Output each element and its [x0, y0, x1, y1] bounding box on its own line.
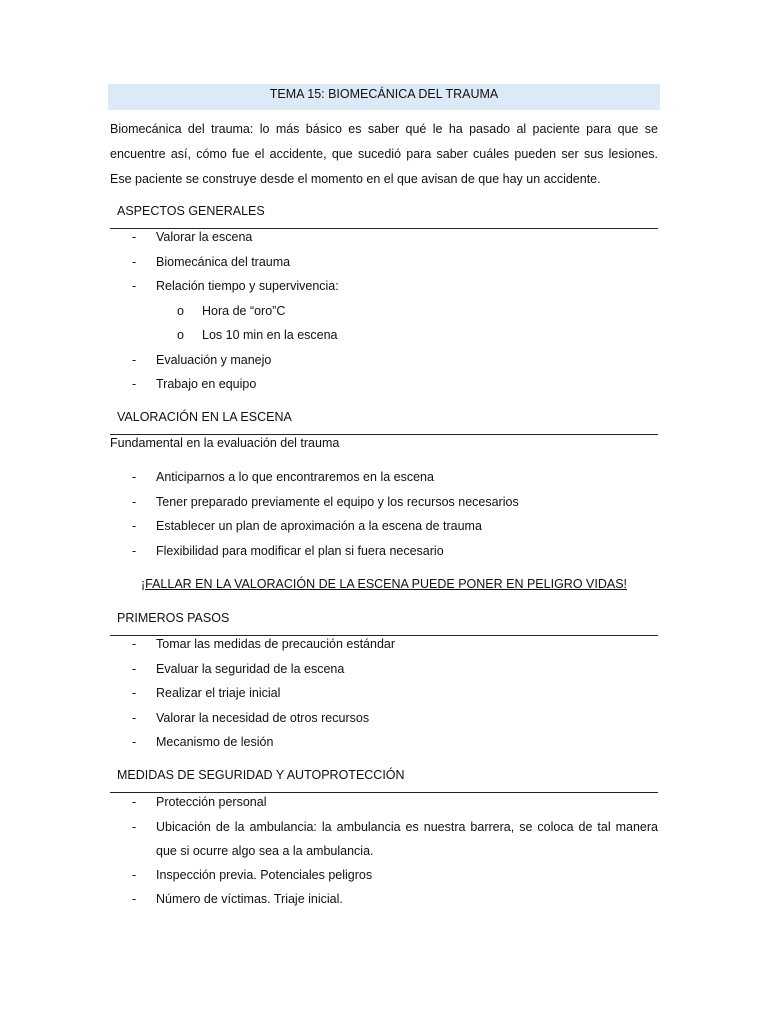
circle-bullet: o: [177, 303, 184, 318]
section-heading-primeros: PRIMEROS PASOS: [117, 611, 230, 625]
dash-bullet: -: [132, 819, 137, 834]
dash-bullet: -: [132, 710, 137, 725]
list-item: - Establecer un plan de aproximación a la escena de trauma: [110, 514, 658, 539]
list-aspectos: [110, 225, 658, 397]
list-item: - Protección personal: [110, 790, 658, 815]
dash-bullet: -: [132, 254, 137, 269]
dash-bullet: -: [132, 686, 137, 700]
warning-text: ¡FALLAR EN LA VALORACIÓN DE LA ESCENA PUEDE PONER EN PELIGRO VIDAS!: [140, 577, 628, 591]
dash-bullet: -: [132, 543, 137, 558]
list-item: - Valorar la necesidad de otros recursos: [110, 706, 658, 731]
dash-bullet: -: [132, 470, 137, 484]
dash-bullet: -: [132, 735, 137, 749]
dash-bullet: -: [132, 795, 137, 809]
section-heading-aspectos: ASPECTOS GENERALES: [117, 204, 265, 218]
dash-bullet: -: [132, 352, 137, 367]
dash-bullet: -: [132, 279, 137, 293]
dash-bullet: -: [132, 892, 137, 906]
dash-bullet: -: [132, 661, 137, 676]
sub-list-item: o Los 10 min en la escena: [110, 323, 658, 348]
list-item: - Inspección previa. Potenciales peligros: [110, 863, 658, 888]
section-heading-medidas: MEDIDAS DE SEGURIDAD Y AUTOPROTECCIÓN: [117, 768, 405, 782]
section-note: Fundamental en la evaluación del trauma: [110, 436, 340, 450]
dash-bullet: -: [132, 637, 137, 651]
circle-bullet: o: [177, 328, 184, 342]
list-item: - Anticiparnos a lo que encontraremos en la escena: [110, 465, 658, 490]
sub-list-item: o Hora de “oro”C: [110, 299, 658, 324]
list-item: - Tener preparado previamente el equipo y los recursos necesarios: [110, 490, 658, 515]
section-heading-valoracion: VALORACIÓN EN LA ESCENA: [117, 410, 292, 424]
list-item: - Tomar las medidas de precaución estándar: [110, 632, 658, 657]
dash-bullet: -: [132, 867, 137, 882]
list-valoracion: [110, 465, 658, 563]
list-item: - Valorar la escena: [110, 225, 658, 250]
document-title: TEMA 15: BIOMECÁNICA DEL TRAUMA: [108, 84, 660, 110]
list-medidas: [110, 790, 658, 912]
list-primeros: [110, 632, 658, 755]
section-rule: [110, 434, 658, 435]
list-item: - Número de víctimas. Triaje inicial.: [110, 887, 658, 912]
list-item: - Flexibilidad para modificar el plan si fuera necesario: [110, 539, 658, 564]
list-item: - Evaluar la seguridad de la escena: [110, 657, 658, 682]
list-item: - Relación tiempo y supervivencia:: [110, 274, 658, 299]
dash-bullet: -: [132, 494, 137, 509]
list-item: - Trabajo en equipo: [110, 372, 658, 397]
intro-paragraph: Biomecánica del trauma: lo más básico es saber qué le ha pasado al paciente para que se encuentre así, cómo fue el accidente, que sucedió para saber cuáles pueden ser sus lesiones. Ese paciente se construye desde el momento en el que avisan de que hay un accidente.: [110, 122, 658, 186]
list-item: - Ubicación de la ambulancia: la ambulancia es nuestra barrera, se coloca de tal manera que si ocurre algo sea a la ambulancia.: [110, 815, 658, 863]
list-item: - Mecanismo de lesión: [110, 730, 658, 755]
list-item: - Evaluación y manejo: [110, 348, 658, 373]
list-item: - Biomecánica del trauma: [110, 250, 658, 275]
list-item: - Realizar el triaje inicial: [110, 681, 658, 706]
dash-bullet: -: [132, 519, 137, 533]
dash-bullet: -: [132, 377, 137, 391]
dash-bullet: -: [132, 230, 137, 244]
